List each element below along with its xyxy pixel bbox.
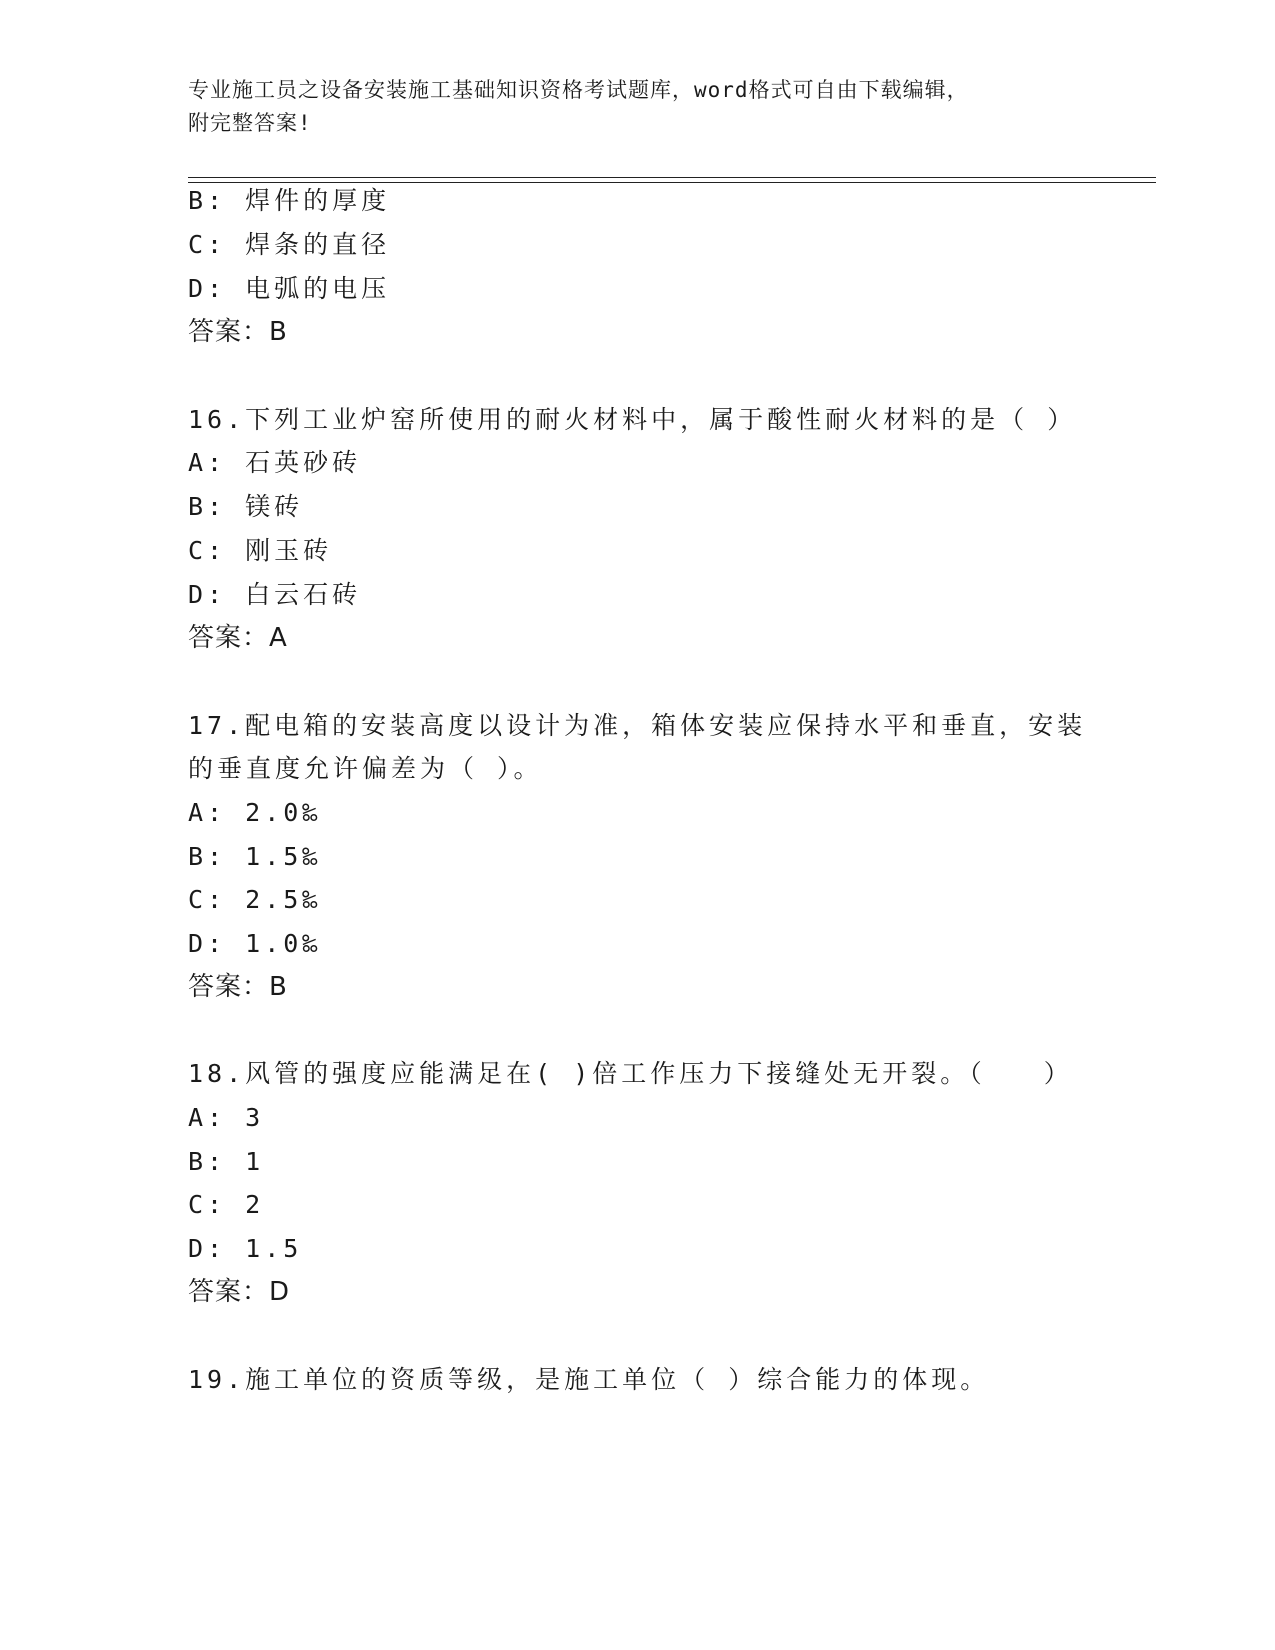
option-line: C: 2.5‰ <box>188 885 322 914</box>
question-line: 的垂直度允许偏差为（ ）。 <box>188 754 543 783</box>
question-line: 17.配电箱的安装高度以设计为准，箱体安装应保持水平和垂直，安装 <box>188 711 1087 740</box>
answer-line: 答案：A <box>188 623 288 653</box>
option-line: A: 2.0‰ <box>188 798 322 827</box>
option-line: C: 2 <box>188 1190 265 1219</box>
question-line: 16.下列工业炉窑所使用的耐火材料中，属于酸性耐火材料的是（ ） <box>188 405 1077 434</box>
option-line: C: 焊条的直径 <box>188 230 391 259</box>
answer-line: 答案：D <box>188 1277 291 1307</box>
option-line: B: 镁砖 <box>188 492 304 521</box>
header-line-2: 附完整答案! <box>188 111 312 135</box>
question-line: 19.施工单位的资质等级，是施工单位（ ）综合能力的体现。 <box>188 1365 990 1394</box>
header-line-1: 专业施工员之设备安装施工基础知识资格考试题库，word格式可自由下载编辑， <box>188 78 969 102</box>
answer-line: 答案：B <box>188 972 288 1002</box>
option-line: B: 焊件的厚度 <box>188 186 391 215</box>
option-line: A: 石英砂砖 <box>188 448 362 477</box>
option-line: A: 3 <box>188 1103 265 1132</box>
answer-line: 答案：B <box>188 317 288 347</box>
header-divider-bottom <box>188 182 1156 183</box>
option-line: D: 1.5 <box>188 1234 303 1263</box>
question-line: 18.风管的强度应能满足在( )倍工作压力下接缝处无开裂。（ ） <box>188 1059 1073 1088</box>
document-header <box>188 74 1088 140</box>
option-line: B: 1 <box>188 1147 265 1176</box>
option-line: D: 白云石砖 <box>188 580 362 609</box>
option-line: C: 刚玉砖 <box>188 536 333 565</box>
header-divider-top <box>188 177 1156 178</box>
option-line: D: 1.0‰ <box>188 929 322 958</box>
option-line: B: 1.5‰ <box>188 842 322 871</box>
option-line: D: 电弧的电压 <box>188 274 391 303</box>
